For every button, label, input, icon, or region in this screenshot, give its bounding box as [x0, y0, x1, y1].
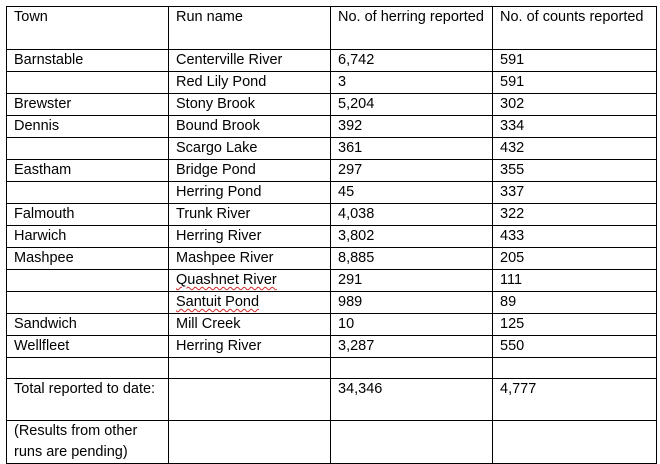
spellcheck-flagged-text: Quashnet River	[176, 272, 277, 288]
counts-cell: 334	[493, 116, 657, 138]
counts-cell: 125	[493, 314, 657, 336]
header-counts: No. of counts reported	[493, 7, 657, 50]
run-name-cell	[169, 270, 331, 292]
town-cell: Wellfleet	[7, 336, 169, 358]
run-name-cell: Herring River	[169, 226, 331, 248]
run-name-cell: Trunk River	[169, 204, 331, 226]
counts-cell: 591	[493, 72, 657, 94]
counts-cell: 355	[493, 160, 657, 182]
run-name-cell	[169, 292, 331, 314]
herring-cell: 297	[331, 160, 493, 182]
run-name-cell: Scargo Lake	[169, 138, 331, 160]
header-herring-count: No. of herring reported	[331, 7, 493, 50]
town-cell: Eastham	[7, 160, 169, 182]
note-empty-cell	[493, 421, 657, 464]
counts-cell: 89	[493, 292, 657, 314]
run-name-cell: Bound Brook	[169, 116, 331, 138]
town-cell: Mashpee	[7, 248, 169, 270]
counts-cell: 111	[493, 270, 657, 292]
town-cell	[7, 292, 169, 314]
town-cell: Falmouth	[7, 204, 169, 226]
herring-cell: 45	[331, 182, 493, 204]
town-cell: Barnstable	[7, 50, 169, 72]
note-empty-cell	[169, 421, 331, 464]
total-row	[7, 379, 657, 421]
counts-cell: 591	[493, 50, 657, 72]
table-row	[7, 160, 657, 182]
town-cell	[7, 270, 169, 292]
note-row	[7, 421, 657, 464]
counts-cell: 432	[493, 138, 657, 160]
table-row	[7, 314, 657, 336]
counts-cell	[493, 358, 657, 379]
town-cell: Harwich	[7, 226, 169, 248]
table-row	[7, 204, 657, 226]
run-name-cell	[169, 358, 331, 379]
table-row	[7, 72, 657, 94]
run-name-cell: Herring River	[169, 336, 331, 358]
town-cell: Brewster	[7, 94, 169, 116]
town-cell	[7, 72, 169, 94]
table-row	[7, 50, 657, 72]
herring-cell: 3,287	[331, 336, 493, 358]
town-cell	[7, 138, 169, 160]
herring-cell: 3,802	[331, 226, 493, 248]
counts-cell: 433	[493, 226, 657, 248]
counts-cell: 302	[493, 94, 657, 116]
herring-cell: 989	[331, 292, 493, 314]
pending-note: (Results from other runs are pending)	[7, 421, 169, 464]
herring-cell: 6,742	[331, 50, 493, 72]
run-name-cell: Red Lily Pond	[169, 72, 331, 94]
table-row	[7, 138, 657, 160]
run-name-cell: Herring Pond	[169, 182, 331, 204]
table-row	[7, 336, 657, 358]
herring-cell: 361	[331, 138, 493, 160]
header-town: Town	[7, 7, 169, 50]
table-row	[7, 226, 657, 248]
spellcheck-flagged-text: Santuit Pond	[176, 294, 260, 310]
run-name-cell: Mill Creek	[169, 314, 331, 336]
herring-cell	[331, 358, 493, 379]
total-herring: 34,346	[331, 379, 493, 421]
header-row	[7, 7, 657, 50]
counts-cell: 205	[493, 248, 657, 270]
total-counts: 4,777	[493, 379, 657, 421]
herring-cell: 3	[331, 72, 493, 94]
table-row	[7, 182, 657, 204]
total-label: Total reported to date:	[7, 379, 169, 421]
herring-cell: 392	[331, 116, 493, 138]
table-row	[7, 270, 657, 292]
herring-cell: 10	[331, 314, 493, 336]
town-cell	[7, 182, 169, 204]
table-row	[7, 94, 657, 116]
table-row	[7, 116, 657, 138]
herring-cell: 4,038	[331, 204, 493, 226]
header-run-name: Run name	[169, 7, 331, 50]
herring-count-table	[6, 6, 657, 464]
town-cell	[7, 358, 169, 379]
run-name-cell: Centerville River	[169, 50, 331, 72]
total-run-cell	[169, 379, 331, 421]
empty-row	[7, 358, 657, 379]
town-cell: Dennis	[7, 116, 169, 138]
herring-cell: 5,204	[331, 94, 493, 116]
herring-cell: 8,885	[331, 248, 493, 270]
counts-cell: 322	[493, 204, 657, 226]
run-name-cell: Mashpee River	[169, 248, 331, 270]
run-name-cell: Bridge Pond	[169, 160, 331, 182]
table-row	[7, 292, 657, 314]
counts-cell: 337	[493, 182, 657, 204]
run-name-cell: Stony Brook	[169, 94, 331, 116]
herring-cell: 291	[331, 270, 493, 292]
town-cell: Sandwich	[7, 314, 169, 336]
counts-cell: 550	[493, 336, 657, 358]
table-row	[7, 248, 657, 270]
note-empty-cell	[331, 421, 493, 464]
